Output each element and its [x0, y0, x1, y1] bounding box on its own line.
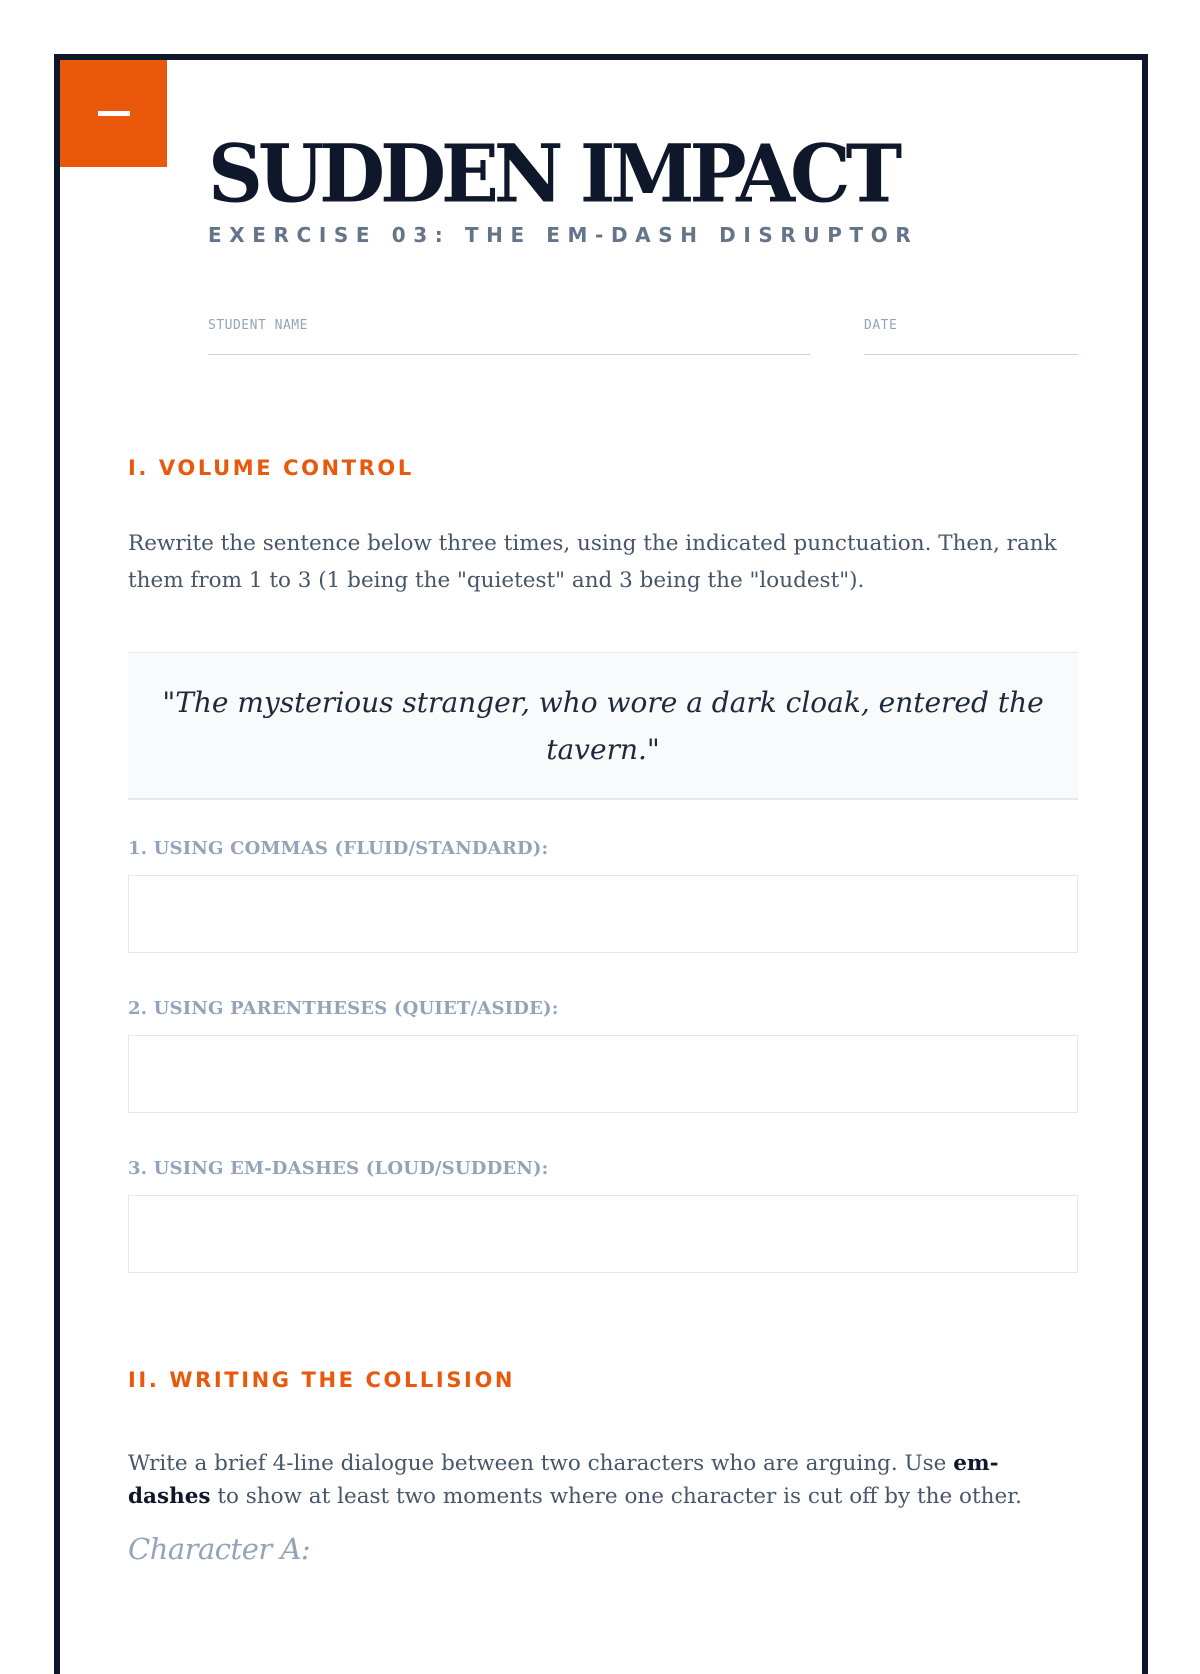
answer-1-label: 1. USING COMMAS (FLUID/STANDARD): — [128, 838, 549, 859]
section-2-heading: II. WRITING THE COLLISION — [128, 1368, 516, 1392]
example-sentence-box — [128, 652, 1078, 800]
worksheet-subtitle: EXERCISE 03: THE EM-DASH DISRUPTOR — [208, 223, 919, 247]
date-label: DATE — [864, 318, 898, 333]
answer-3-label: 3. USING EM-DASHES (LOUD/SUDDEN): — [128, 1158, 549, 1179]
section-2-instructions-start: Write a brief 4-line dialogue between two characters who are arguing. Use — [128, 1451, 954, 1476]
dash-icon — [98, 111, 130, 116]
corner-badge — [60, 60, 167, 167]
answer-2-box[interactable] — [128, 1035, 1078, 1113]
section-2-instructions — [128, 1447, 1078, 1513]
example-sentence: "The mysterious stranger, who wore a dark cloak, entered the tavern." — [162, 685, 1044, 766]
answer-1-box[interactable] — [128, 875, 1078, 953]
worksheet-title: SUDDEN IMPACT — [208, 127, 898, 221]
student-name-field[interactable] — [208, 314, 810, 355]
section-2-instructions-bold: em-dashes — [128, 1451, 999, 1509]
date-field[interactable] — [864, 314, 1078, 355]
worksheet — [54, 54, 1148, 1674]
student-name-label: STUDENT NAME — [208, 318, 308, 333]
answer-2-label: 2. USING PARENTHESES (QUIET/ASIDE): — [128, 998, 559, 1019]
answer-3-box[interactable] — [128, 1195, 1078, 1273]
character-a-label: Character A: — [128, 1532, 311, 1566]
section-1-instructions: Rewrite the sentence below three times, using the indicated punctuation. Then, rank them from 1 to 3 (1 being the "quietest" and 3 being the "loudest"). — [128, 531, 1057, 593]
section-1-heading: I. VOLUME CONTROL — [128, 456, 414, 480]
section-2-instructions-end: to show at least two moments where one character is cut off by the other. — [210, 1484, 1022, 1509]
